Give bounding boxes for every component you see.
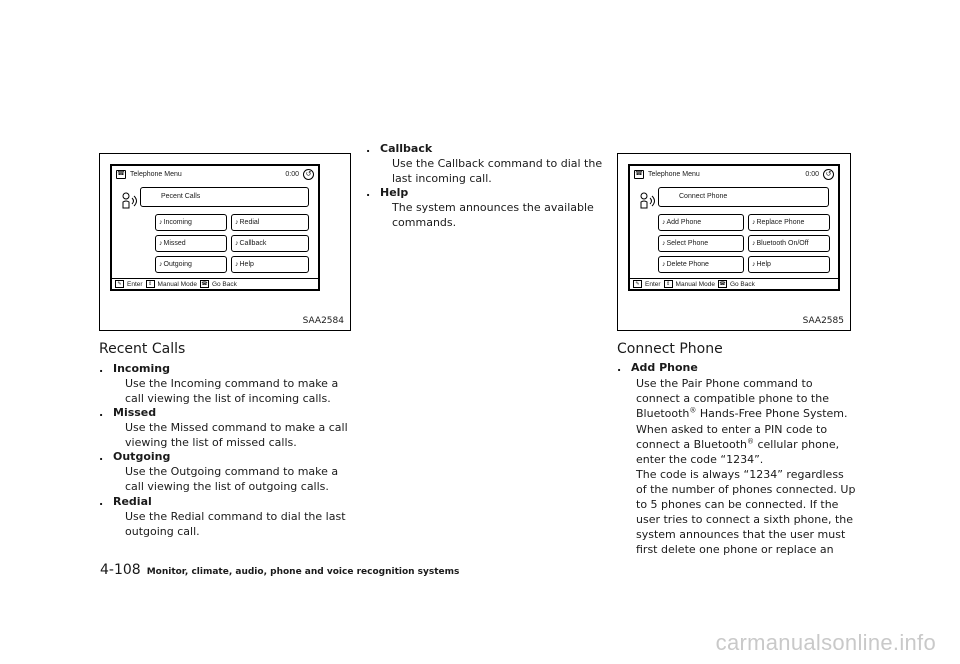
mic-icon: ♪ [235,240,239,247]
go-back-label: Go Back [729,280,755,288]
figure-code: SAA2585 [802,316,844,326]
item-desc: Use the Callback command to dial the last incoming call. [392,157,603,185]
mic-icon: ♪ [235,261,239,268]
item-desc: Use the Outgoing command to make a call viewing the list of outgoing calls. [125,465,339,493]
mic-icon: ♪ [662,261,666,268]
manual-mode-icon: ⇕ [664,280,673,288]
cmd-help[interactable]: ♪ Help [748,256,830,273]
cmd-replace-phone[interactable]: ♪ Replace Phone [748,214,830,231]
item-term: Callback [380,142,433,155]
paragraph: When asked to enter a PIN code to connect a Bluetooth® cellular phone, enter the code “1234”. [636,423,840,466]
menu-title: Telephone Menu [648,171,700,178]
menu-title: Telephone Menu [130,171,182,178]
voice-recognition-icon [638,190,660,212]
voice-recognition-icon [120,190,142,212]
page-number: 4-108 [100,562,141,578]
cmd-bluetooth-onoff[interactable]: ♪ Bluetooth On/Off [748,235,830,252]
go-back-label: Go Back [211,280,237,288]
cmd-missed[interactable]: ♪ Missed [155,235,227,252]
item-desc: Use the Redial command to dial the last outgoing call. [125,510,346,538]
screen-connect-phone [628,164,840,291]
screen-recent-calls [110,164,320,291]
mic-icon: ♪ [662,240,666,247]
screen-topbar [630,166,838,183]
mic-icon: ♪ [159,240,163,247]
item-term: Help [380,186,409,199]
cmd-delete-phone[interactable]: ♪ Delete Phone [658,256,744,273]
cmd-help[interactable]: ♪ Help [231,256,309,273]
item-term: Incoming [113,362,170,375]
list-item: . Outgoing Use the Outgoing command to make a call viewing the list of outgoing calls. [99,449,359,494]
item-desc: The system announces the available commands. [392,201,594,229]
list-item: . Callback Use the Callback command to dial the last incoming call. [366,141,606,186]
item-term: Add Phone [631,361,698,374]
screen-bottombar [630,278,838,289]
enter-icon: ✎ [115,280,124,288]
item-term: Missed [113,406,157,419]
go-back-icon: ☎ [719,281,726,287]
item-term: Outgoing [113,450,171,463]
back-icon: ↺ [303,169,314,180]
enter-label: Enter [127,280,143,288]
page-footer [100,562,459,578]
list-item: . Missed Use the Missed command to make a call viewing the list of missed calls. [99,405,359,450]
manual-mode-label: Manual Mode [675,280,715,288]
cmd-incoming[interactable]: ♪ Incoming [155,214,227,231]
footer-caption: Monitor, climate, audio, phone and voice recognition systems [146,567,460,577]
enter-icon: ✎ [633,280,642,288]
item-desc: Use the Missed command to make a call viewing the list of missed calls. [125,421,348,449]
cmd-select-phone[interactable]: ♪ Select Phone [658,235,744,252]
registered-mark: ® [689,406,697,415]
cmd-redial[interactable]: ♪ Redial [231,214,309,231]
back-icon: ↺ [823,169,834,180]
screen-bottombar [112,278,318,289]
mic-icon: ♪ [159,261,163,268]
section-heading-recent-calls: Recent Calls [99,341,186,357]
cmd-add-phone[interactable]: ♪ Add Phone [658,214,744,231]
enter-label: Enter [645,280,661,288]
section-heading-connect-phone: Connect Phone [617,341,723,357]
paragraph: The code is always “1234” regardless of the number of phones connected. Up to 5 phones can be connected. If the user tries to connect a sixth phone, the system announces that the user must first delete one phone or replace an [636,468,856,556]
cmd-outgoing[interactable]: ♪ Outgoing [155,256,227,273]
category-box: Connect Phone [658,187,829,207]
watermark: carmanualsonline.info [715,630,936,655]
phone-icon: ☎ [117,171,125,177]
mic-icon: ♪ [752,261,756,268]
cmd-callback[interactable]: ♪ Callback [231,235,309,252]
manual-mode-label: Manual Mode [157,280,197,288]
registered-mark: ® [746,437,754,446]
go-back-icon: ☎ [201,281,208,287]
category-box: Pecent Calls [140,187,309,207]
item-term: Redial [113,495,152,508]
mic-icon: ♪ [159,219,163,226]
figure-code: SAA2584 [302,316,344,326]
item-desc: Use the Incoming command to make a call viewing the list of incoming calls. [125,377,339,405]
phone-icon: ☎ [635,171,643,177]
manual-mode-icon: ⇕ [146,280,155,288]
screen-topbar [112,166,318,183]
list-item: . Add Phone [617,360,857,375]
time-readout: 0:00 [805,171,819,178]
list-item: . Incoming Use the Incoming command to make a call viewing the list of incoming calls. [99,361,359,406]
figure-connect-phone [617,153,851,331]
mic-icon: ♪ [235,219,239,226]
mic-icon: ♪ [752,219,756,226]
list-item: . Redial Use the Redial command to dial the last outgoing call. [99,494,359,539]
list-item: . Help The system announces the available commands. [366,185,606,230]
mic-icon: ♪ [662,219,666,226]
mic-icon: ♪ [752,240,756,247]
figure-recent-calls [99,153,351,331]
time-readout: 0:00 [285,171,299,178]
paragraph: Use the Pair Phone command to connect a compatible phone to the Bluetooth® Hands-Free Phone System. [636,377,848,420]
